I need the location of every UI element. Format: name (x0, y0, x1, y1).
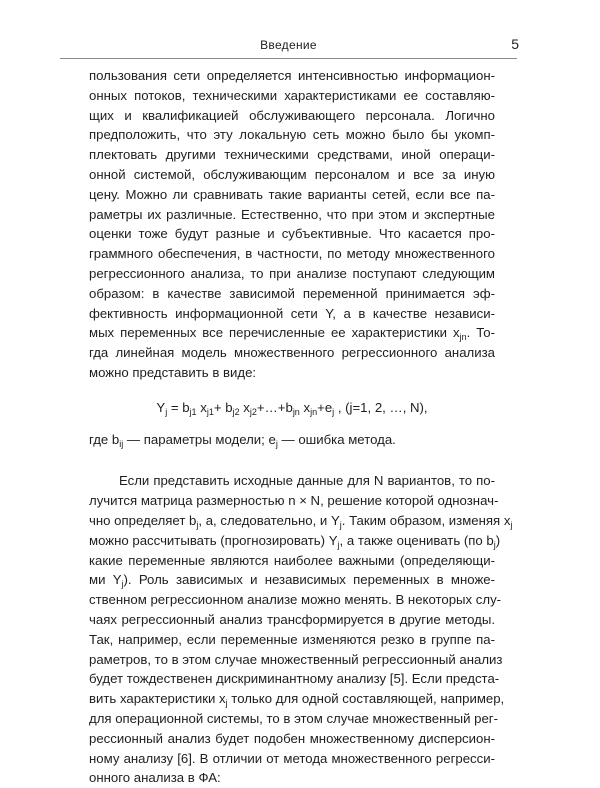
formula-symbol: b (285, 399, 293, 415)
page-number: 5 (511, 36, 519, 52)
text-line: фективность информационной сети Y, а в качестве независи- (89, 305, 495, 321)
text-line: ному анализу [6]. В отличии от метода множественного регресси- (89, 750, 495, 766)
text-segment: мых переменных все перечисленные ее характеристики x (89, 325, 460, 341)
text-segment: — ошибка метода. (277, 431, 396, 447)
text-segment: ми Y (89, 572, 122, 588)
text-line: плектовать другими техническими средствами, иной операци- (89, 147, 495, 163)
text-segment: ) (495, 532, 501, 548)
subscript: j (196, 519, 199, 530)
text-line (89, 570, 495, 590)
text-line: гда линейная модель множественного регрессионного анализа (89, 345, 495, 361)
subscript: j (225, 698, 228, 709)
text-line: предположить, что эту локальную сеть можно было бы укомп- (89, 127, 495, 143)
text-line: раметры их различные. Естественно, что при этом и экспертные (89, 206, 495, 222)
subscript: j (493, 539, 496, 550)
text-line: рессионный анализ будет подобен множественному дисперсион- (89, 730, 495, 746)
text-segment: только для одной составляющей, например, (227, 691, 505, 707)
page-body (89, 66, 513, 788)
text-line: цену. Можно ли сравнивать такие варианты сетей, если все па- (89, 186, 495, 202)
definition-line (89, 430, 495, 450)
formula-symbol: +…+ (256, 399, 286, 415)
text-line: Так, например, если переменные изменяются резко в группе па- (89, 631, 495, 647)
formula-symbol: x (243, 399, 250, 415)
formula-symbol: Y (156, 399, 166, 415)
text-line: будет тождественен дискриминантному анализу [5]. Если предста- (89, 671, 500, 687)
subscript: j (339, 519, 342, 530)
text-segment: вить характеристики x (89, 691, 226, 707)
subscript: j1 (206, 406, 214, 417)
subscript: j2 (249, 406, 257, 417)
paragraph-gap (89, 449, 495, 471)
text-line: регрессионного анализа, то при анализе поступают следующим (89, 265, 495, 281)
text-line: раметров, то в этом случае множественный регрессионный анализ (89, 651, 503, 667)
text-segment: — параметры модели; e (123, 431, 276, 447)
subscript: jn (292, 406, 300, 417)
subscript: j (121, 579, 124, 590)
text-segment: , а также оценивать (по b (339, 532, 494, 548)
text-line (89, 511, 513, 531)
subscript: j1 (189, 406, 197, 417)
text-segment: чно определяет b (89, 512, 197, 528)
text-line: какие переменные являются наиболее важными (определяющи- (89, 552, 495, 568)
subscript: jn (459, 332, 467, 343)
text-line: онного анализа в ФА: (89, 770, 221, 786)
text-line (89, 531, 501, 551)
text-line: Если представить исходные данные для N вариантов, то по- (119, 473, 495, 489)
formula-symbol: x (200, 399, 207, 415)
regression-formula: $Y_j = b_{j1}$ $x_{j1}+ b_{j2}$ $x_{j2}+\dots+b_{jn}$ $x_{jn}+e_j$ , (j=1, 2, …, N), (156, 399, 428, 417)
text-segment: ). Роль зависимых и независимых переменных в множе- (123, 572, 495, 588)
formula-symbol: x (303, 399, 311, 415)
paragraph-2 (89, 471, 513, 788)
paragraph-1 (89, 66, 495, 383)
text-line: образом: в качестве зависимой переменной принимается эф- (89, 285, 495, 301)
text-line: для операционной системы, то в этом случае множественный рег- (89, 710, 499, 726)
text-segment: . Таким образом, изменяя x (341, 512, 511, 528)
text-line: онной системой, обслуживающим персоналом и все за иную (89, 166, 495, 182)
subscript: j (275, 438, 278, 449)
text-line: пользования сети определяется интенсивностью информацион- (89, 68, 495, 83)
header-title: Введение (260, 38, 317, 52)
formula-symbol: b (225, 399, 233, 415)
text-segment: где b (89, 431, 120, 447)
subscript: j2 (232, 406, 240, 417)
subscript: ij (119, 438, 124, 449)
text-line: оценки тоже будут разные и субъективные. Что касается про- (89, 226, 495, 242)
text-line: лучится матрица размерностью n × N, решение которой однознач- (89, 493, 499, 509)
text-line: граммного обеспечения, в частности, по методу множественного (89, 246, 495, 262)
subscript: j (332, 406, 335, 417)
formula-symbol: e (324, 399, 333, 415)
text-line: можно представить в виде: (89, 364, 257, 380)
text-line: чаях регрессионный анализ трансформируется в другие методы. (89, 611, 495, 627)
text-segment: . То- (466, 325, 495, 341)
subscript: j (337, 539, 340, 550)
text-line (89, 323, 495, 343)
text-line (89, 689, 505, 709)
text-line: онных потоков, техническими характеристиками ее составляю- (89, 87, 495, 103)
text-segment: , а, следовательно, и Y (198, 512, 340, 528)
text-segment: можно рассчитывать (прогнозировать) Y (89, 532, 338, 548)
running-header (60, 36, 517, 59)
formula-range: , (j=1, 2, …, N), (337, 399, 428, 415)
subscript: j (510, 519, 513, 530)
text-line: щих и квалификацией обслуживающего персонала. Логично (89, 107, 495, 123)
subscript: jn (310, 406, 318, 417)
subscript: j (165, 406, 168, 417)
formula-symbol: b (182, 399, 190, 415)
text-line: ственном регрессионном анализе можно менять. В некоторых слу- (89, 592, 502, 608)
